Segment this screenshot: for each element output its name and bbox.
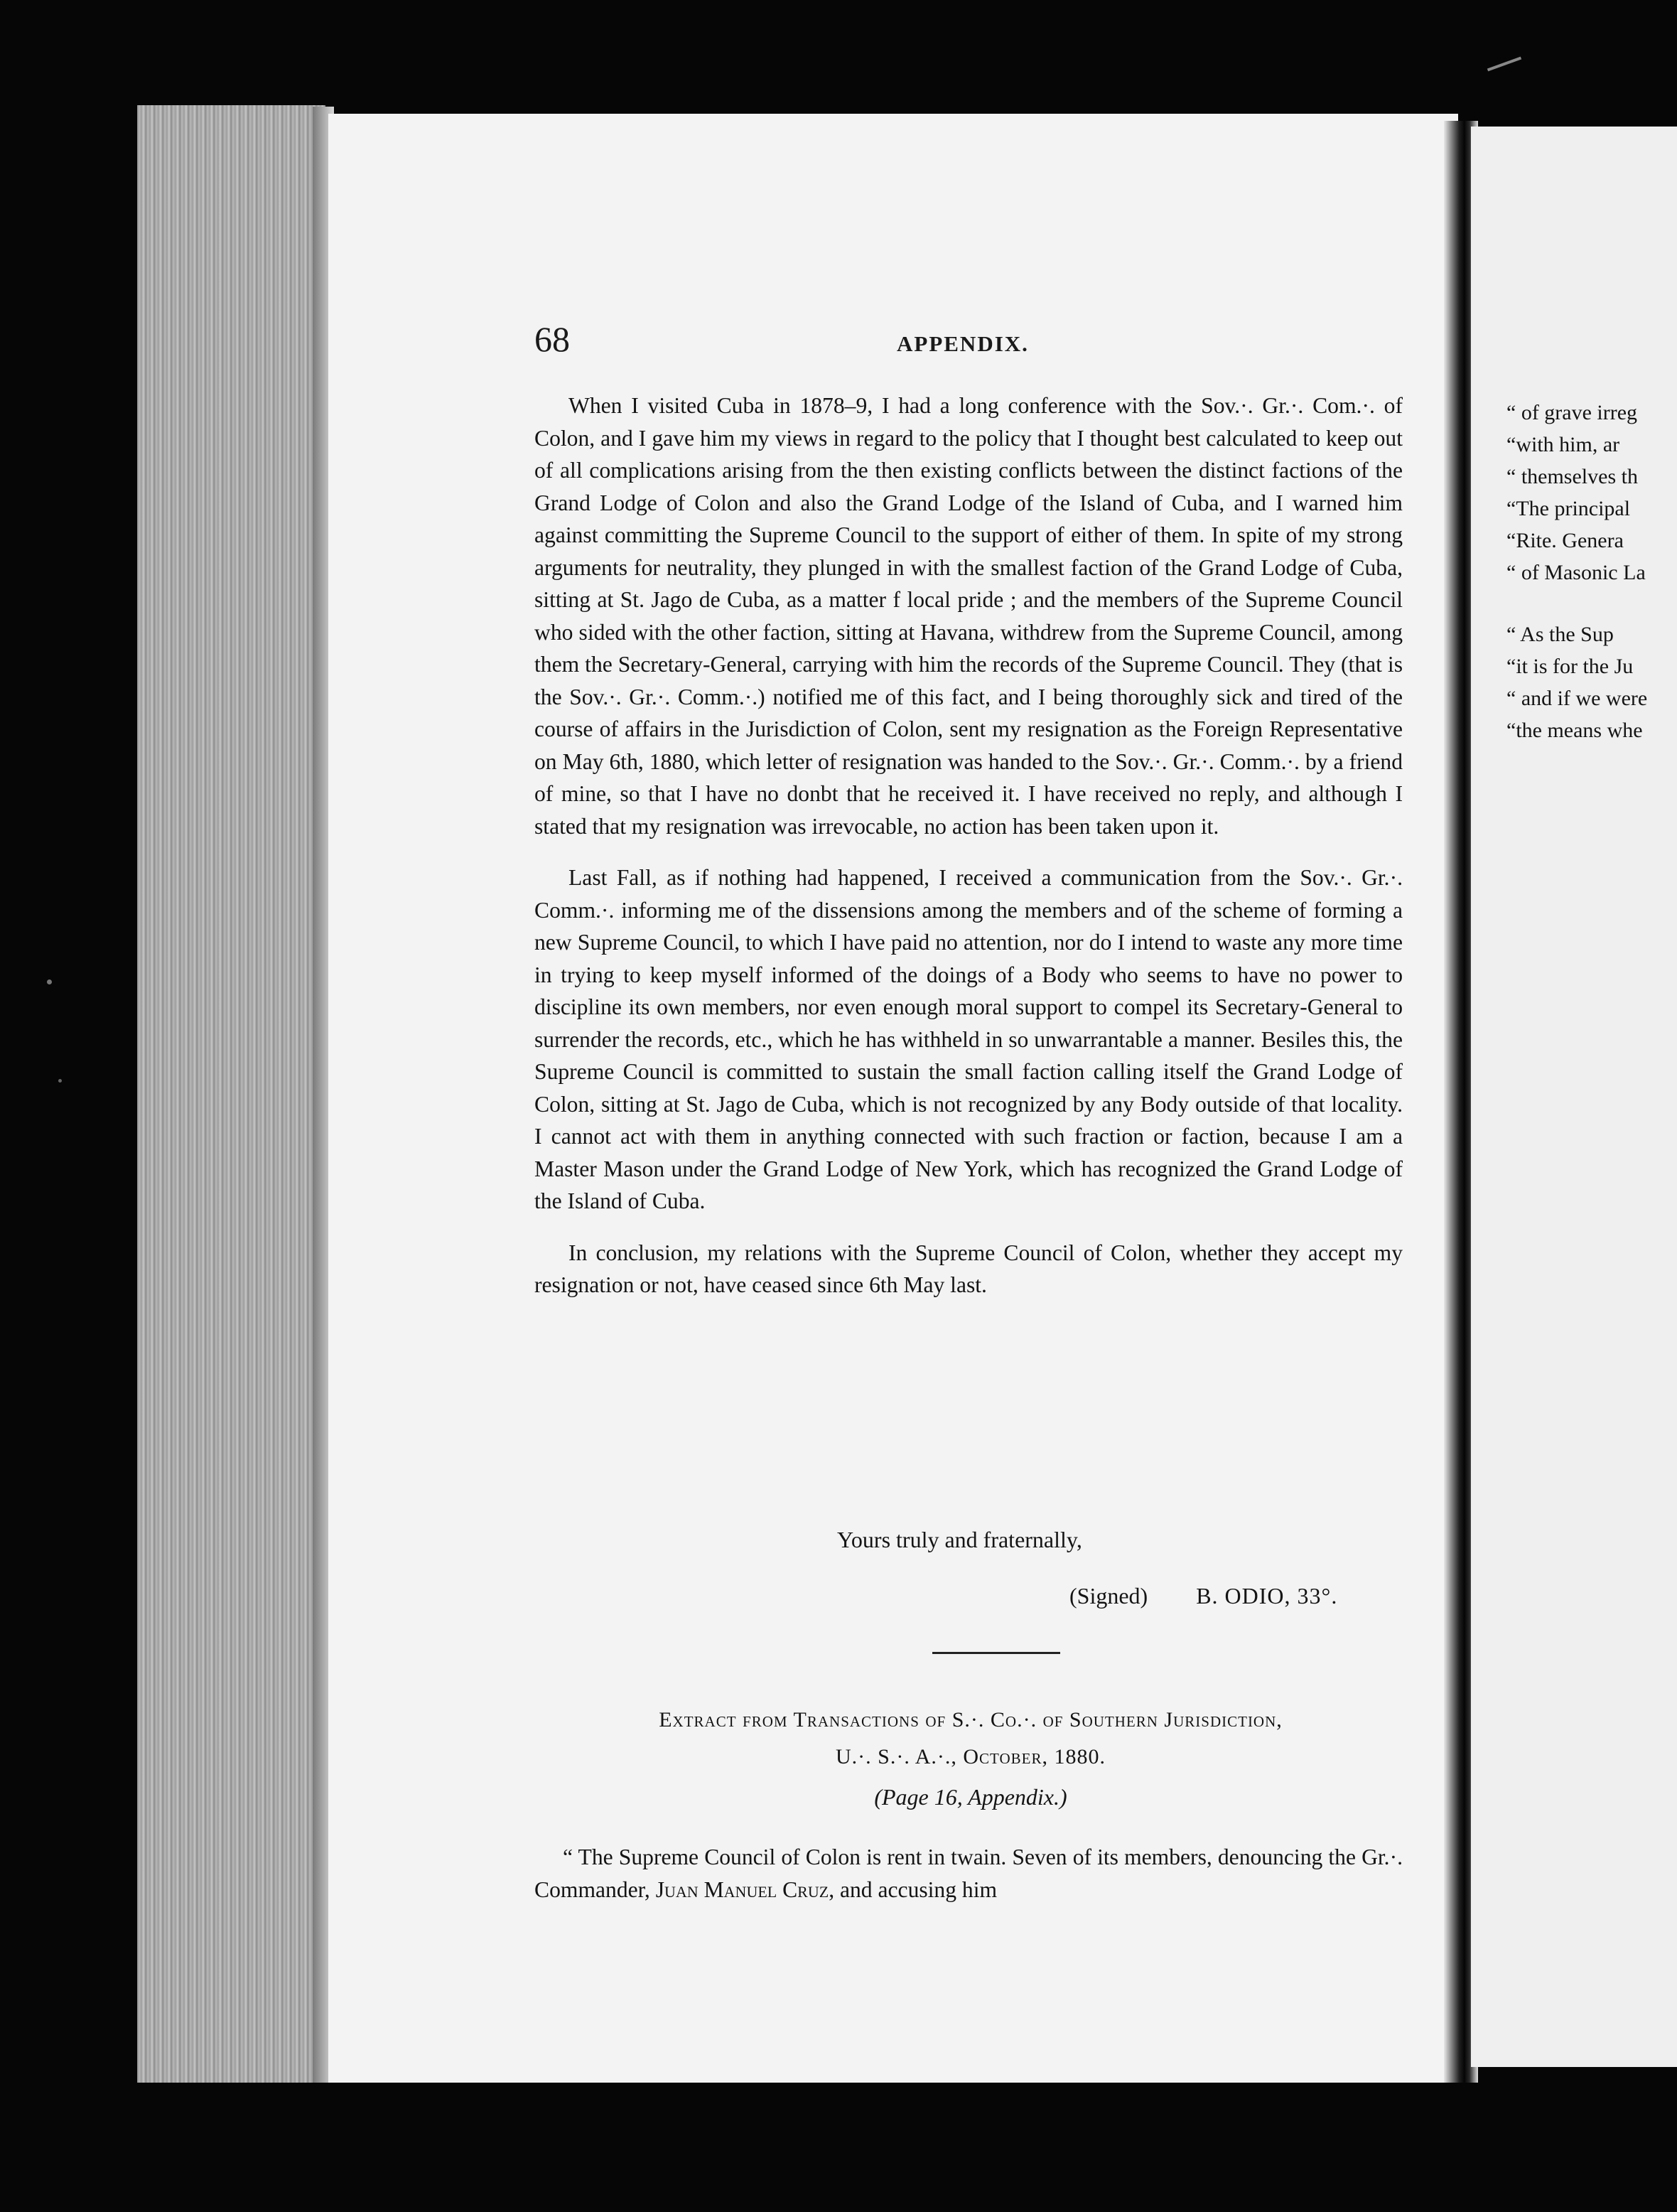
right-page-line: “ of Masonic La	[1506, 561, 1646, 584]
paragraph: When I visited Cuba in 1878–9, I had a long conference with the Sov.·. Gr.·. Com.·. of Colon, and I gave him my views in regard to the policy that I thought best calculated to keep out of all complications arising from the then existing conflicts between the distinct factions of the Grand Lodge of Colon and also the Grand Lodge of the Island of Cuba, and I warned him against committing the Supreme Council to the support of either of them. In spite of my strong arguments for neutrality, they plunged in with the smallest faction of the Grand Lodge of Cuba, sitting at St. Jago de Cuba, as a matter f local pride ; and the members of the Supreme Council who sided with the other faction, sitting at Havana, withdrew from the Supreme Council, among them the Secretary-General, carrying with him the records of the Supreme Council. They (that is the Sov.·. Gr.·. Comm.·.) notified me of this fact, and I being thoroughly sick and tired of the course of affairs in the Jurisdiction of Colon, sent my resignation as the Foreign Representative on May 6th, 1880, which letter of resignation was handed to the Sov.·. Gr.·. Comm.·. by a friend of mine, so that I have no donbt that he received it. I have received no reply, and although I stated that my resignation was irrevocable, no action has been taken upon it.	[534, 393, 1403, 839]
extract-heading-line: U.·. S.·. A.·., October, 1880.	[836, 1745, 1106, 1768]
right-page-line: “the means whe	[1506, 719, 1643, 742]
quote-paragraph	[534, 1841, 1403, 1906]
running-head: APPENDIX.	[897, 331, 1029, 356]
signature-line	[1069, 1583, 1337, 1609]
right-page-line: “Rite. Genera	[1506, 529, 1624, 552]
extract-heading-line: Extract from Transactions of S.·. Co.·. of Southern Jurisdiction,	[659, 1708, 1283, 1732]
right-page-line: “with him, ar	[1506, 433, 1620, 456]
quote-person-name: Juan Manuel Cruz	[655, 1877, 829, 1902]
right-page-line: “The principal	[1506, 497, 1631, 520]
quote-text: “ The Supreme Council of Colon is rent in twain. Seven of its members, denouncing the Gr.·. Commander,	[534, 1845, 1403, 1902]
section-divider	[932, 1652, 1060, 1654]
letter-body	[534, 390, 1403, 1301]
signed-label: (Signed)	[1069, 1583, 1148, 1609]
closing-salutation: Yours truly and fraternally,	[837, 1527, 1082, 1552]
quote-text: , and accusing him	[829, 1877, 998, 1902]
signature-name: B. ODIO, 33°.	[1196, 1583, 1338, 1609]
right-page-line: “it is for the Ju	[1506, 655, 1634, 678]
page-edges	[137, 105, 325, 2083]
right-page-line: “ themselves th	[1506, 465, 1638, 488]
extract-heading	[537, 1702, 1404, 1776]
extract-quote	[534, 1841, 1403, 1906]
right-page-line: “ and if we were	[1506, 687, 1648, 710]
scan-speck	[58, 1079, 62, 1083]
page-reference: (Page 16, Appendix.)	[874, 1784, 1067, 1810]
scan-speck	[47, 979, 52, 984]
paragraph: In conclusion, my relations with the Supreme Council of Colon, whether they accept my resignation or not, have ceased since 6th May last.	[534, 1240, 1403, 1297]
paragraph: Last Fall, as if nothing had happened, I received a communication from the Sov.·. Gr.·. Comm.·. informing me of the dissensions among the members and of the scheme of forming a new Supreme Council, to which I have paid no attention, nor do I intend to waste any more time in trying to keep myself informed of the doings of a Body who seems to have no power to discipline its own members, nor even enough moral support to compel its Secretary-General to surrender the records, etc., which he has withheld in so unwarrantable a manner. Besiles this, the Supreme Council is committed to sustain the small faction calling itself the Grand Lodge of Colon, sitting at St. Jago de Cuba, which is not recognized by any Body outside of that locality. I cannot act with them in anything connected with such fraction or faction, because I am a Master Mason under the Grand Lodge of New York, which has recognized the Grand Lodge of the Island of Cuba.	[534, 865, 1403, 1213]
right-page-line: “ As the Sup	[1506, 623, 1614, 646]
right-page-text	[1506, 397, 1677, 746]
scan-speck	[1487, 57, 1521, 72]
right-page-line: “ of grave irreg	[1506, 401, 1638, 424]
page-number: 68	[534, 319, 570, 359]
